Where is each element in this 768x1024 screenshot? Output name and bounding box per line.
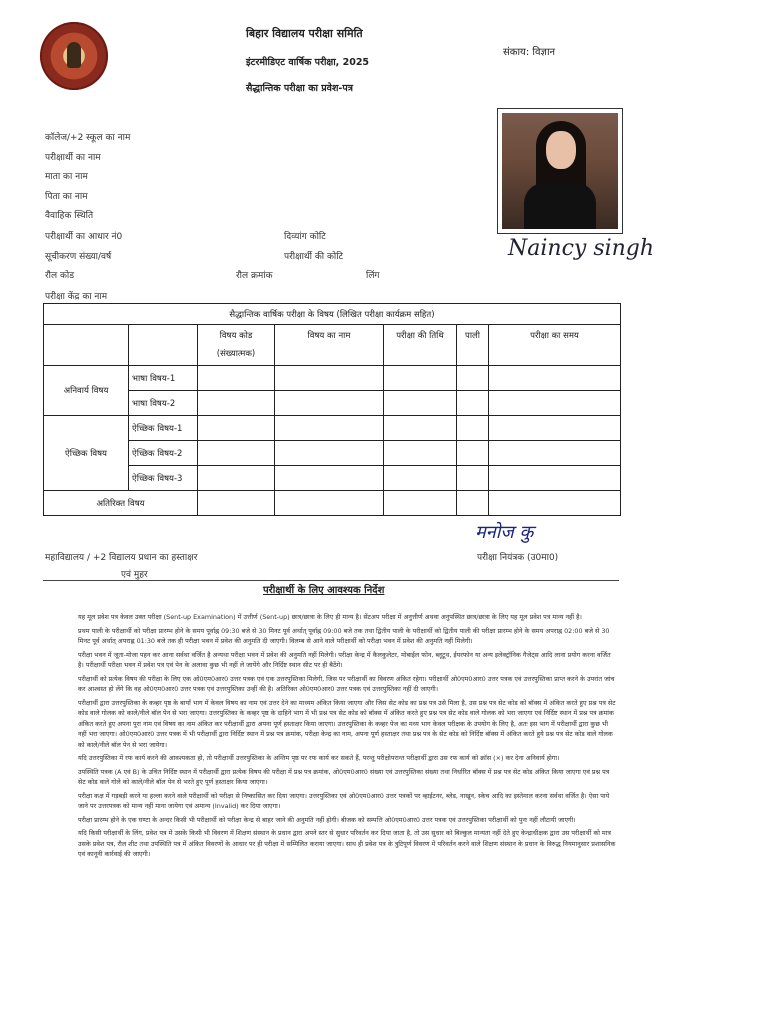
table-row [44, 366, 621, 391]
mother-name-label: माता का नाम [45, 172, 88, 182]
college-name-label: कॉलेज/+2 स्कूल का नाम [45, 133, 131, 143]
instructions-title: परीक्षार्थी के लिए आवश्यक निर्देश [263, 585, 385, 596]
marital-status-label: वैवाहिक स्थिति [45, 211, 94, 221]
faculty-label: संकाय: विज्ञान [503, 47, 556, 58]
student-category-label: परीक्षार्थी की कोटि [284, 252, 344, 262]
instruction-item: यदि उत्तरपुस्तिका में रफ कार्य करने की आवश्यकता हो, तो परीक्षार्थी उत्तरपुस्तिका के अन्तिम पृष्ठ पर रफ कार्य कर सकते हैं, परन्तु परीक्षोपरान्त परीक्षार्थी द्वारा उस रफ कार्य को क्रॉस (×) कर देना अनिवार्य होगा। [78, 754, 560, 762]
instruction-item: परीक्षा भवन में जूता-मोजा पहन कर आना सर्वथा वर्जित है अन्यथा परीक्षा भवन में प्रवेश की अनुमति नहीं मिलेगी। परीक्षा केन्द्र में कैलकुलेटर, मोबाईल फोन, ब्लूटूथ, ईयरफोन या अन्य इलेक्ट्रॉनिक गैजेट्स आदि लाना प्रयोग करना वर्जित है। परीक्षार्थी परीक्षा भवन में प्रवेश पत्र एवं पेन के अलावा कुछ भी नहीं ले जायेंगे और निर्दिष्ट स्थान सीट पर ही बैठेंगे। [78, 650, 611, 669]
instruction-item: यदि किसी परीक्षार्थी के लिंग, प्रवेश पत्र में उसके किसी भी विवरण में शिक्षण संस्थान के प्रधान द्वारा अपने स्तर से सुधार परिवर्तन कर दिया जाता है, तो उस सुधार को बिल्कुल मान्यता नहीं देते हुए केन्द्राधीक्षक द्वारा उस परीक्षार्थी को मात्र उसके प्रवेश पत्र, रौल शीट तथा उपस्थिति पत्र में अंकित विवरणों के आधार पर ही परीक्षा में सम्मिलित कराया जाएगा। साथ ही प्रवेश पत्र के त्रुटिपूर्ण विवरण में परिवर्तन करने वाले शिक्षण संस्थान के प्रधान के विरुद्ध नियमानुसार प्रशासनिक एवं कानूनी कार्रवाई की जाएगी। [78, 829, 616, 858]
instruction-item: परीक्षार्थी को प्रत्येक विषय की परीक्षा के लिए एक ओ0एम0आर0 उत्तर पत्रक एवं एक उत्तरपुस्तिका मिलेगी, जिस पर परीक्षार्थी का विवरण अंकित रहेगा। परीक्षार्थी ओ0एम0आर0 उत्तर पत्रक एवं उत्तरपुस्तिका प्राप्त करने के उपरांत जांच कर आश्वस्त हो लेंगे कि वह ओ0एम0आर0 उत्तर पत्रक एवं उत्तरपुस्तिका उन्हीं की है। अतिरिक्त ओ0एम0आर0 उत्तर पत्रक एवं उत्तरपुस्तिका नहीं दी जाएगी। [78, 674, 615, 693]
gender-label: लिंग [366, 271, 380, 281]
divider [43, 580, 619, 581]
disability-category-label: दिव्यांग कोटि [284, 232, 326, 242]
principal-seal-label: एवं मुहर [121, 570, 148, 580]
instruction-item: यह मूल प्रवेश पत्र केवल उक्त परीक्षा (Sent-up Examination) में उत्तीर्ण (Sent-up) छात्र/छात्रा के लिए ही मान्य है। सेंटअप परीक्षा में अनुत्तीर्ण अथवा अनुपस्थित छात्र/छात्रा के लिए यह मूल प्रवेश पत्र मान्य नहीं है। [78, 613, 582, 621]
col-shift: पाली [457, 325, 489, 366]
roll-number-label: रौल क्रमांक [236, 271, 273, 281]
table-row [44, 391, 621, 416]
instruction-item: परीक्षार्थी द्वारा उत्तरपुस्तिका के कव्हर पृष्ठ के बायाँ भाग में केवल विषय का नाम एवं उत्तर देने का माध्यम अंकित किया जाएगा और जिस सेट कोड का प्रश्न पत्र उसे मिला है, उस प्रश्न पत्र सेट कोड को बॉक्स में अंकित करते हुए प्रश्न पत्र सेट कोड वाले गोलक को काले/नीले बॉल पेन से भरा जाएगा। उत्तरपुस्तिका के कव्हर पृष्ठ के दाहिने भाग में भी प्रश्न पत्र सेट कोड को बॉक्स में अंकित करते हुए प्रश्न पत्र सेट कोड वाले गोलक को भरा जाएगा एवं निर्दिष्ट स्थान में प्रश्न पत्र क्रमांक अंकित करते हुए अपना पूरा नाम एवं विषय का नाम अंकित कर परीक्षार्थी द्वारा अपना पूर्ण हस्ताक्षर किया जाएगा। उत्तरपुस्तिका के कव्हर पेज का मध्य भाग केवल परीक्षक के उपयोग के लिए है, अतः इस भाग में परीक्षार्थी द्वारा कुछ भी नहीं भरा जाएगा। ओ0एम0आर0 उत्तर पत्रक में भी परीक्षार्थी द्वारा निर्दिष्ट स्थान में प्रश्न पत्र क्रमांक, परीक्षा केन्द्र का नाम, अपना पूर्ण हस्ताक्षर तथा प्रश्न पत्र के सेट कोड को निर्दिष्ट बॉक्स में अंकित करते हुये प्रश्न पत्र सेट कोड वाले गोलक को काले/नीले बॉल पेन से भरा जायेगा। [78, 698, 616, 749]
language-subject-1: भाषा विषय-1 [129, 366, 198, 391]
exam-title: इंटरमीडिएट वार्षिक परीक्षा, 2025 [246, 57, 370, 68]
table-row [44, 416, 621, 441]
controller-signature: मनोज कु [475, 522, 534, 543]
subjects-table [43, 303, 621, 516]
board-title: बिहार विद्यालय परीक्षा समिति [246, 27, 363, 40]
table-row [44, 441, 621, 466]
roll-code-label: रौल कोड [45, 271, 75, 281]
principal-signature-label: महाविद्यालय / +2 विद्यालय प्रधान का हस्ताक्षर [45, 553, 198, 563]
col-exam-date: परीक्षा की तिथि [384, 325, 457, 366]
compulsory-subject-label: अनिवार्य विषय [44, 366, 129, 416]
col-exam-time: परीक्षा का समय [489, 325, 621, 366]
instruction-item: उपस्थिति पत्रक (A एवं B) के उचित निर्दिष्ट स्थान में परीक्षार्थी द्वारा प्रत्येक विषय की परीक्षा में प्रश्न पत्र क्रमांक, ओ0एम0आर0 संख्या एवं उत्तरपुस्तिका संख्या तथा निर्धारित बॉक्स में प्रश्न पत्र सेट कोड अंकित किया जाएगा एवं प्रश्न पत्र सेट कोड वाले गोले को काले/नीले बॉल पेन से भरते हुए पूर्ण हस्ताक्षर किया जाएगा। [78, 767, 610, 786]
elective-subject-1: ऐच्छिक विषय-1 [129, 416, 198, 441]
table-row [44, 491, 621, 516]
col-subject-code: विषय कोड (संख्यात्मक) [198, 325, 275, 366]
elective-subject-label: ऐच्छिक विषय [44, 416, 129, 491]
table-row [44, 466, 621, 491]
instructions-list [78, 612, 618, 863]
instruction-item: परीक्षा प्रारम्भ होने के एक घण्टा के अन्दर किसी भी परीक्षार्थी को परीक्षा केन्द्र से बाहर जाने की अनुमति नहीं होगी। बीजक को सम्पत्ति ओ0एम0आर0 उत्तर पत्रक एवं उत्तरपुस्तिका परीक्षार्थी को पुनः नहीं लौटायी जाएगी। [78, 815, 576, 824]
admit-card-title: सैद्धान्तिक परीक्षा का प्रवेश-पत्र [246, 83, 353, 94]
elective-subject-3: ऐच्छिक विषय-3 [129, 466, 198, 491]
language-subject-2: भाषा विषय-2 [129, 391, 198, 416]
instruction-item: परीक्षा कक्ष में गड़बड़ी करने या हल्ला करने वाले परीक्षार्थी को परीक्षा से निष्कासित कर दिया जाएगा। उत्तरपुस्तिका एवं ओ0एम0आर0 उत्तर पत्रकों पर व्हाईटनर, ब्लेड, नाखून, स्केच आदि का इस्तेमाल करना सर्वथा वर्जित है। ऐसा पाये जाने पर उत्तरपत्रक को मान्य नहीं माना जायेगा एवं अमान्य (Invalid) कर दिया जाएगा। [78, 791, 610, 810]
subjects-table-title: सैद्धान्तिक वार्षिक परीक्षा के विषय (लिखित परीक्षा कार्यक्रम सहित) [44, 304, 621, 325]
registration-number-label: सूचीकरण संख्या/वर्ष [45, 252, 112, 262]
exam-controller-label: परीक्षा नियंत्रक (उ0मा0) [477, 553, 559, 563]
additional-subject-label: अतिरिक्त विषय [44, 491, 198, 516]
exam-centre-label: परीक्षा केंद्र का नाम [45, 292, 108, 302]
student-signature: Naincy singh [508, 236, 655, 261]
student-photo [497, 108, 623, 234]
instruction-item: प्रथम पाली के परीक्षार्थी को परीक्षा प्रारम्भ होने के समय पूर्वाह्न 09:30 बजे से 30 मिनट पूर्व अर्थात् पूर्वाह्न 09:00 बजे तक तथा द्वितीय पाली के परीक्षार्थी को द्वितीय पाली की परीक्षा प्रारम्भ होने के समय अपराह्न 02:00 बजे से 30 मिनट पूर्व अर्थात् अपराह्न 01:30 बजे तक ही परीक्षा भवन में प्रवेश की अनुमति दी जाएगी। विलम्ब से आने वाले परीक्षार्थी को परीक्षा भवन में प्रवेश की अनुमति नहीं मिलेगी। [78, 626, 610, 645]
father-name-label: पिता का नाम [45, 192, 88, 202]
col-subject-name: विषय का नाम [275, 325, 384, 366]
student-name-label: परीक्षार्थी का नाम [45, 153, 101, 163]
elective-subject-2: ऐच्छिक विषय-2 [129, 441, 198, 466]
aadhaar-label: परीक्षार्थी का आधार नं0 [45, 232, 123, 242]
board-emblem-logo [40, 22, 108, 90]
